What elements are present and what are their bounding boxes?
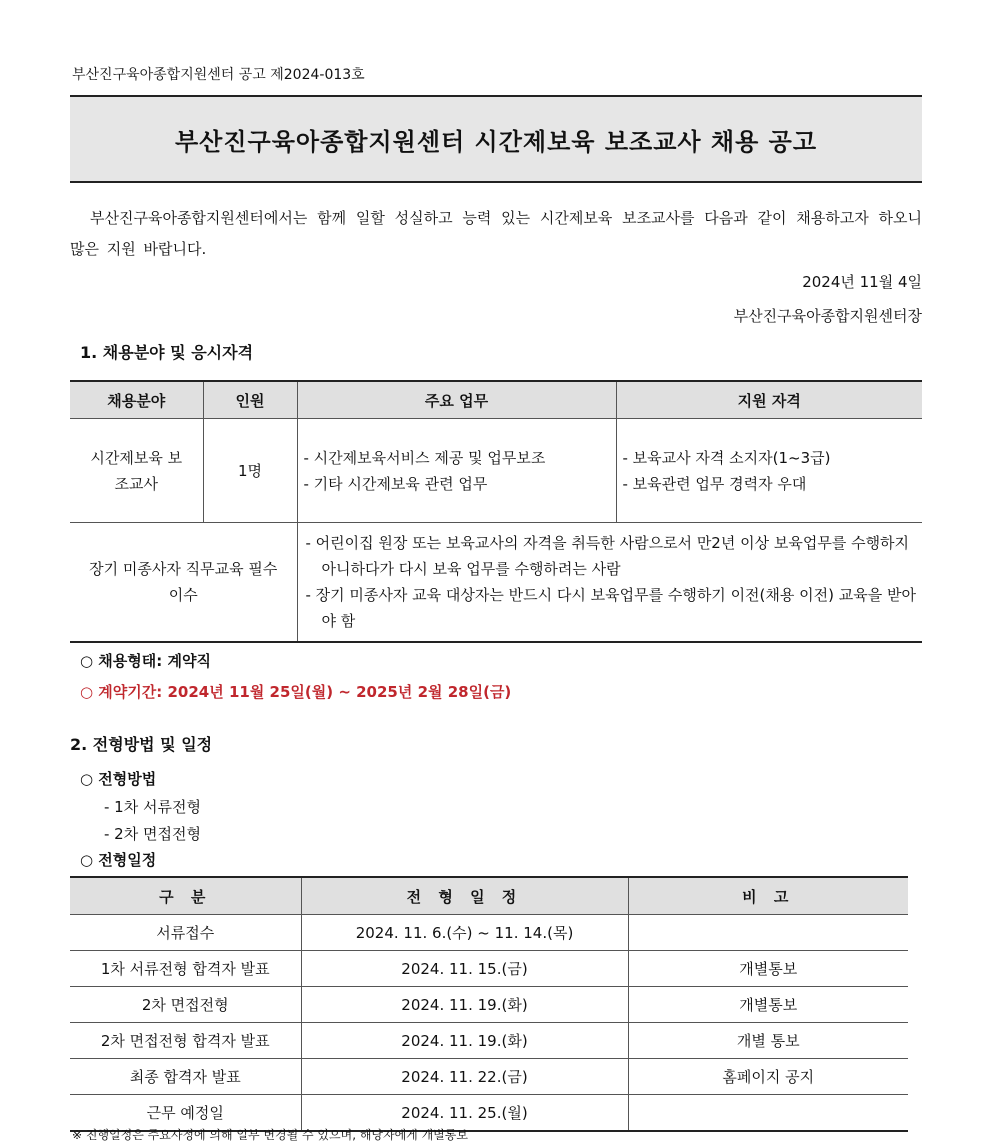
method-item: - 2차 면접전형 xyxy=(104,825,201,843)
notice-number: 부산진구육아종합지원센터 공고 제2024-013호 xyxy=(72,67,365,83)
employment-type: ○ 채용형태: 계약직 xyxy=(80,652,211,670)
count-cell: 1명 xyxy=(203,419,297,523)
notice-date: 2024년 11월 4일 xyxy=(802,273,922,291)
date-cell: 2024. 11. 15.(금) xyxy=(301,951,628,987)
note-cell xyxy=(628,1095,908,1132)
note-cell: 홈페이지 공지 xyxy=(628,1059,908,1095)
header-count: 인원 xyxy=(203,381,297,419)
training-details-cell xyxy=(297,523,922,642)
schedule-label: ○ 전형일정 xyxy=(80,851,157,869)
page-title xyxy=(70,95,922,183)
header-field: 채용분야 xyxy=(70,381,203,419)
footnote: ※ 진행일정은 주요사정에 의해 일부 변경될 수 있으며, 해당자에게 개별통보 xyxy=(72,1128,468,1142)
table-row xyxy=(70,419,922,523)
title-text: 부산진구육아종합지원센터 시간제보육 보조교사 채용 공고 xyxy=(174,127,818,156)
date-cell: 2024. 11. 25.(월) xyxy=(301,1095,628,1132)
table-header-row xyxy=(70,381,922,419)
method-item: - 1차 서류전형 xyxy=(104,798,201,816)
field-cell: 시간제보육 보조교사 xyxy=(70,419,203,523)
table-row xyxy=(70,523,922,642)
table-row xyxy=(70,1059,908,1095)
table-row xyxy=(70,915,908,951)
table-row xyxy=(70,987,908,1023)
date-cell: 2024. 11. 6.(수) ~ 11. 14.(목) xyxy=(301,915,628,951)
table-header-row xyxy=(70,877,908,915)
date-cell: 2024. 11. 19.(화) xyxy=(301,987,628,1023)
note-cell: 개별 통보 xyxy=(628,1023,908,1059)
schedule-table xyxy=(70,876,908,1132)
duty-item: - 시간제보육서비스 제공 및 업무보조 xyxy=(303,449,546,467)
stage-cell: 최종 합격자 발표 xyxy=(70,1059,301,1095)
note-cell: 개별통보 xyxy=(628,951,908,987)
header-schedule: 전 형 일 정 xyxy=(301,877,628,915)
training-label-cell: 장기 미종사자 직무교육 필수 이수 xyxy=(70,523,297,642)
training-detail-item: - 장기 미종사자 교육 대상자는 반드시 다시 보육업무를 수행하기 이전(채용 이전) 교육을 받아야 함 xyxy=(305,585,916,630)
intro-paragraph: 부산진구육아종합지원센터에서는 함께 일할 성실하고 능력 있는 시간제보육 보조교사를 다음과 같이 채용하고자 하오니 많은 지원 바랍니다. xyxy=(70,209,922,258)
date-cell: 2024. 11. 19.(화) xyxy=(301,1023,628,1059)
signer: 부산진구육아종합지원센터장 xyxy=(733,307,922,325)
header-note: 비 고 xyxy=(628,877,908,915)
header-duties: 주요 업무 xyxy=(297,381,616,419)
training-detail-item: - 어린이집 원장 또는 보육교사의 자격을 취득한 사람으로서 만2년 이상 보육업무를 수행하지 아니하다가 다시 보육 업무를 수행하려는 사람 xyxy=(305,533,910,578)
stage-cell: 근무 예정일 xyxy=(70,1095,301,1132)
selection-method-label: ○ 전형방법 xyxy=(80,770,157,788)
stage-cell: 1차 서류전형 합격자 발표 xyxy=(70,951,301,987)
duty-item: - 기타 시간제보육 관련 업무 xyxy=(303,475,488,493)
qualification-item: - 보육관련 업무 경력자 우대 xyxy=(622,475,807,493)
section1-heading: 1. 채용분야 및 응시자격 xyxy=(80,343,254,362)
table-row xyxy=(70,951,908,987)
qualifications-cell xyxy=(616,419,922,523)
contract-period: ○ 계약기간: 2024년 11월 25일(월) ~ 2025년 2월 28일(금) xyxy=(80,683,512,701)
duties-cell xyxy=(297,419,616,523)
table-row xyxy=(70,1023,908,1059)
stage-cell: 2차 면접전형 합격자 발표 xyxy=(70,1023,301,1059)
stage-cell: 서류접수 xyxy=(70,915,301,951)
stage-cell: 2차 면접전형 xyxy=(70,987,301,1023)
qualification-item: - 보육교사 자격 소지자(1~3급) xyxy=(622,449,831,467)
date-cell: 2024. 11. 22.(금) xyxy=(301,1059,628,1095)
note-cell: 개별통보 xyxy=(628,987,908,1023)
section2-heading: 2. 전형방법 및 일정 xyxy=(70,735,213,754)
header-stage: 구 분 xyxy=(70,877,301,915)
note-cell xyxy=(628,915,908,951)
recruitment-table xyxy=(70,380,922,643)
header-qualifications: 지원 자격 xyxy=(616,381,922,419)
